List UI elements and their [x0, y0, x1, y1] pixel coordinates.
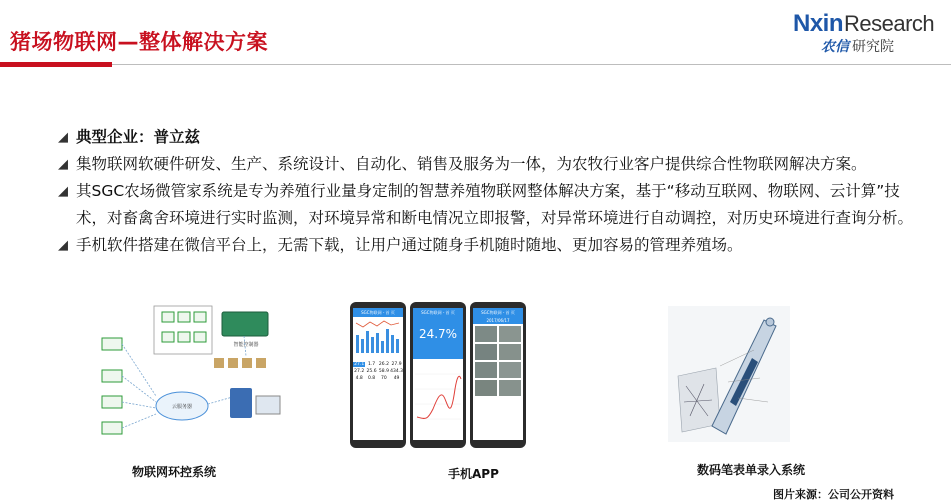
image-source-note: 图片来源：公司公开资料 — [773, 488, 894, 501]
controller-device — [222, 312, 268, 336]
caption-digital-pen: 数码笔表单录入系统 — [697, 463, 806, 477]
header-divider — [112, 64, 951, 65]
camera-thumbnail[interactable] — [499, 362, 521, 378]
caption-mobile-app: 手机APP — [448, 467, 499, 481]
mobile-app-screens — [350, 302, 525, 450]
camera-thumbnail[interactable] — [475, 362, 497, 378]
bullet-text: 其SGC农场微管家系统是专为养殖行业量身定制的智慧养殖物联网整体解决方案，基于“移动互联网、物联网、云计算”技术，对畜禽舍环境进行实时监测，对环境异常和断电情况立即报警，对异常环境进行自动调控，对历史环境进行查询分析。 — [76, 182, 914, 227]
nxin-research-logo — [793, 10, 943, 56]
triangle-bullet-icon: ◢ — [58, 130, 68, 145]
bullet-item — [58, 124, 918, 151]
sensor-value[interactable]: 26.2 — [378, 362, 389, 367]
camera-date: 2017/06/17 — [473, 317, 523, 324]
humidity-line-chart — [413, 359, 463, 429]
controller-label: 智能控制器 — [233, 342, 259, 348]
digital-pen-svg — [668, 306, 790, 442]
phone-icon — [230, 388, 252, 418]
camera-thumbnail[interactable] — [475, 380, 497, 396]
iot-diagram-svg — [96, 300, 286, 450]
sensor-value[interactable]: 434.3 — [390, 369, 403, 374]
actuator-icon — [256, 358, 266, 368]
sensor-node — [102, 396, 122, 408]
temperature-bar-chart — [353, 317, 403, 355]
phone-screen-cameras — [470, 302, 526, 448]
sensor-value[interactable]: 27.2 — [354, 369, 365, 374]
bullet-text: 典型企业：普立兹 — [76, 128, 201, 146]
actuator-icon — [214, 358, 224, 368]
camera-thumbnail[interactable] — [499, 344, 521, 360]
logo-institute: 研究院 — [852, 39, 894, 55]
title-accent-bar — [0, 62, 112, 67]
bullet-item — [58, 151, 918, 178]
sensor-value-grid — [353, 359, 403, 381]
camera-thumbnail[interactable] — [499, 326, 521, 342]
logo-brand-en: Nxin — [793, 10, 844, 37]
sensor-value[interactable]: 27.1 — [354, 362, 365, 367]
sensor-node — [178, 332, 190, 342]
camera-grid — [473, 324, 523, 398]
computer-icon — [256, 396, 280, 414]
sensor-node — [194, 312, 206, 322]
sensor-value[interactable]: 70 — [381, 376, 387, 381]
sensor-node — [194, 332, 206, 342]
sensor-value[interactable]: 58.9 — [378, 369, 389, 374]
sensor-node — [162, 312, 174, 322]
sensor-value[interactable]: 0.8 — [367, 376, 376, 381]
camera-thumbnail[interactable] — [499, 380, 521, 396]
sensor-value[interactable]: 27.9 — [391, 362, 402, 367]
phone-screen-humidity — [410, 302, 466, 448]
actuator-icon — [242, 358, 252, 368]
digital-pen-illustration — [668, 306, 790, 442]
app-header: SGC物联网 - 首 页 — [473, 308, 523, 317]
page-title: 猪场物联网—整体解决方案 — [10, 30, 268, 54]
sensor-node — [178, 312, 190, 322]
app-header: SGC物联网 - 首 页 — [353, 308, 403, 317]
sensor-value[interactable]: 49 — [393, 376, 400, 381]
sensor-value[interactable]: 4.8 — [355, 376, 363, 381]
app-header: SGC物联网 - 首 页 — [413, 308, 463, 317]
bullet-item — [58, 232, 918, 259]
camera-thumbnail[interactable] — [475, 344, 497, 360]
humidity-readout: 24.7% — [413, 317, 463, 359]
camera-thumbnail[interactable] — [475, 326, 497, 342]
sensor-node — [162, 332, 174, 342]
logo-research: Research — [844, 11, 935, 36]
triangle-bullet-icon: ◢ — [58, 157, 68, 172]
triangle-bullet-icon: ◢ — [58, 184, 68, 199]
triangle-bullet-icon: ◢ — [58, 238, 68, 253]
bullet-text: 集物联网软硬件研发、生产、系统设计、自动化、销售及服务为一体，为农牧行业客户提供综合性物联网解决方案。 — [76, 155, 867, 173]
caption-iot-system: 物联网环控系统 — [132, 465, 217, 479]
bullet-list — [58, 124, 918, 259]
sensor-node — [102, 370, 122, 382]
sensor-value[interactable]: 25.6 — [366, 369, 377, 374]
bullet-text: 手机软件搭建在微信平台上，无需下载，让用户通过随身手机随时随地、更加容易的管理养殖场。 — [76, 236, 743, 254]
sensor-value[interactable]: 1.7 — [367, 362, 376, 367]
logo-brand-cn: 农信 — [821, 39, 849, 55]
actuator-icon — [228, 358, 238, 368]
phone-screen-dashboard — [350, 302, 406, 448]
cloud-server-label: 云服务器 — [171, 404, 193, 410]
sensor-node — [102, 422, 122, 434]
sensor-node — [102, 338, 122, 350]
iot-system-diagram — [96, 300, 286, 450]
bullet-item — [58, 178, 918, 232]
